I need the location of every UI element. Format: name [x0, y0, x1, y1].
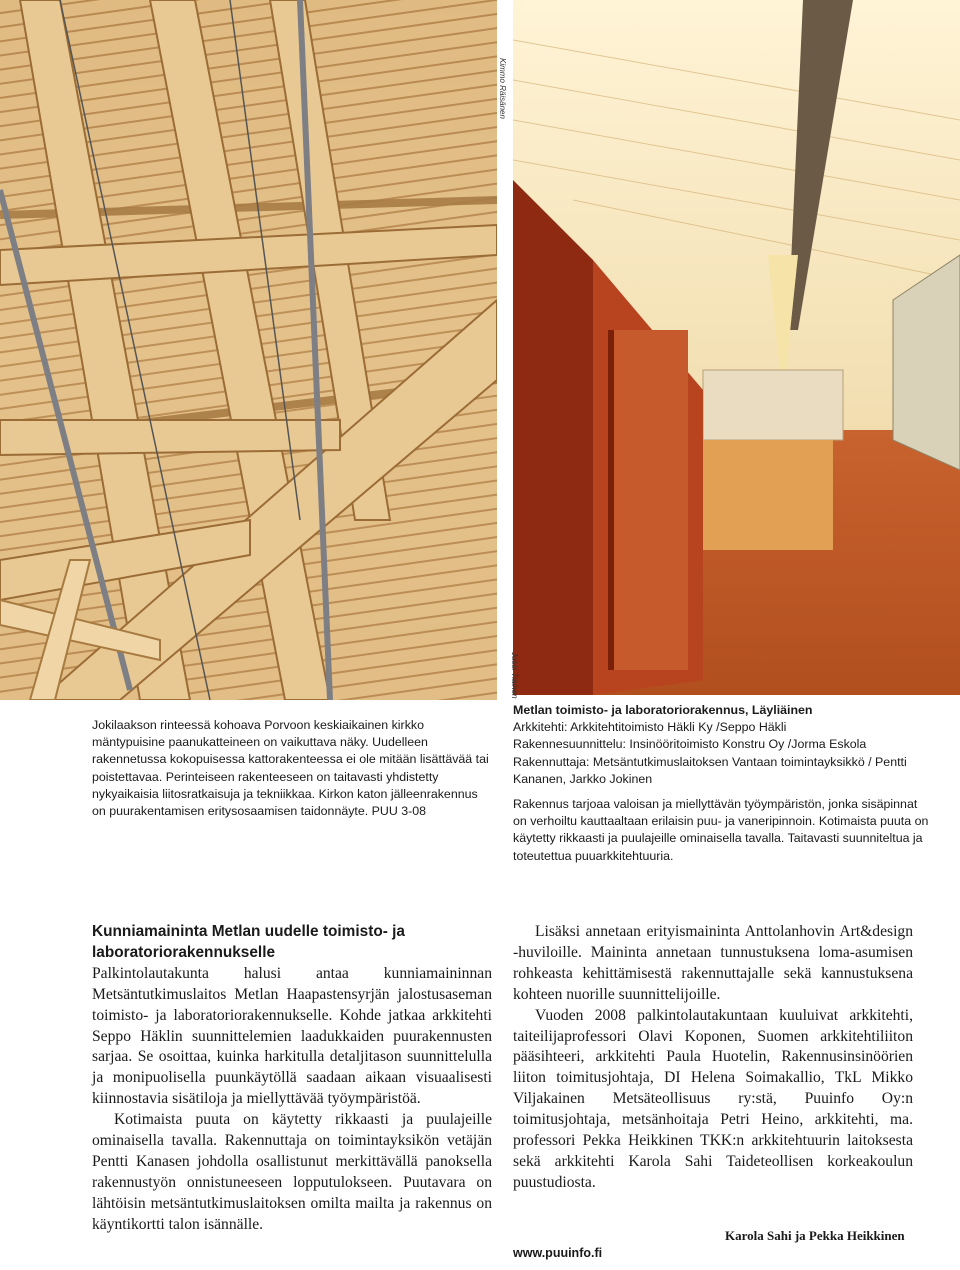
caption-engineering: Rakennesuunnittelu: Insinööritoimisto Konstru Oy /Jorma Eskola [513, 737, 867, 752]
photo-credit-right: Jussi Tiainen [510, 652, 519, 699]
office-interior-photo [513, 0, 960, 695]
article-paragraph-4: Vuoden 2008 palkintolautakuntaan kuuluivat arkkitehti, taiteilijaprofessori Olavi Koponen, Suomen arkkitehtiliiton pääsihteeri, arkkitehti Paula Huotelin, Rakennusinsinöörien liiton toimitusjohtaja, DI Helena Soimakallio, TkL Mikko Viljakainen Metsäteollisuus ry:stä, Puuinfo Oy:n toimitusjohtaja, metsänhoitaja Petri Heino, arkkitehti, ma. professori Pekka Heikkinen TKK:n arkkitehtuurin laitoksesta sekä arkkitehti Karola Sahi Taideteollisen korkeakoulun puustudiosta. [513, 1006, 913, 1191]
photo-credit-left: Kimmo Räisänen [498, 58, 507, 119]
article-authors: Karola Sahi ja Pekka Heikkinen [725, 1228, 905, 1243]
website-link[interactable]: www.puuinfo.fi [513, 1246, 603, 1260]
caption-project-title: Metlan toimisto- ja laboratoriorakennus, Läyliäinen [513, 703, 813, 717]
church-roof-illustration [0, 0, 497, 700]
caption-description: Rakennus tarjoaa valoisan ja miellyttävän työympäristön, jonka sisäpinnat on verhoiltu kauttaaltaan erilaisin puu- ja vaneripinnoin. Kotimaista puuta on käytetty rikkaasti ja puulajeille ominaisella tavalla. Taitavasti suunniteltua ja toteutettua puuarkkitehtuuria. [513, 797, 929, 863]
article-paragraph-3: Lisäksi annetaan erityismaininta Anttolanhovin Art&design -huviloille. Maininta annetaan tunnustuksena loma-asumisen rohkeasta kehittämisestä rakennuttajalle sekä kannustuksena kohteen nuorille suunnittelijoille. [513, 923, 913, 1003]
photo-caption-right [513, 702, 933, 788]
photo-caption-left: Jokilaakson rinteessä kohoava Porvoon keskiaikainen kirkko mäntypuisine paanukatteineen on vaikuttava näky. Uudelleen rakennetussa kokopuisessa kattorakenteessa ei ole mitään lisättävää tai poistettavaa. Perinteiseen rakenteeseen on taitavasti yhdistetty nykyaikaisia liitosratkaisuja ja tekniikkaa. Kirkon katon jälleenrakennus on puurakentamisen eritysosaamisen taidonnäyte. PUU 3-08 [92, 718, 489, 819]
office-interior-illustration [513, 0, 960, 695]
article-paragraph-1: Palkintolautakunta halusi antaa kunniamaininnan Metsäntutkimuslaitos Metlan Haapastensyrjän jalostusaseman toimisto- ja laboratoriorakennukselle. Kohde jatkaa arkkitehti Seppo Häklin suunnittelemien laadukkaiden puurakennusten sarjaa. Se osoittaa, kuinka harkitulla detaljitason suunnittelulla ja monipuolisella puunkäytöllä saadaan aikaan visuaalisesti kiinnostavia sisätiloja ja miellyttävää työympäristöä. [92, 964, 492, 1108]
article-paragraph-2: Kotimaista puuta on käytetty rikkaasti ja puulajeille ominaisella tavalla. Rakennuttaja on toimintayksikön vetäjän Pentti Kanasen johdolla osallistunut merkittävällä panoksella rakennustyön onnistuneeseen lopputulokseen. Puutavara on lähtöisin metsäntutkimuslaitoksen omilta mailta ja rakennus on käyntikortti talon isännälle. [92, 1111, 492, 1233]
caption-architect: Arkkitehti: Arkkitehtitoimisto Häkli Ky /Seppo Häkli [513, 720, 787, 735]
article-column-left [92, 922, 492, 1236]
church-roof-photo [0, 0, 497, 700]
article-column-right [513, 922, 913, 1194]
article-title: Kunniamaininta Metlan uudelle toimisto- ja laboratoriorakennukselle [92, 923, 405, 961]
caption-builder: Rakennuttaja: Metsäntutkimuslaitoksen Vantaan toimintayksikkö / Pentti Kananen, Jarkko Jokinen [513, 754, 907, 786]
